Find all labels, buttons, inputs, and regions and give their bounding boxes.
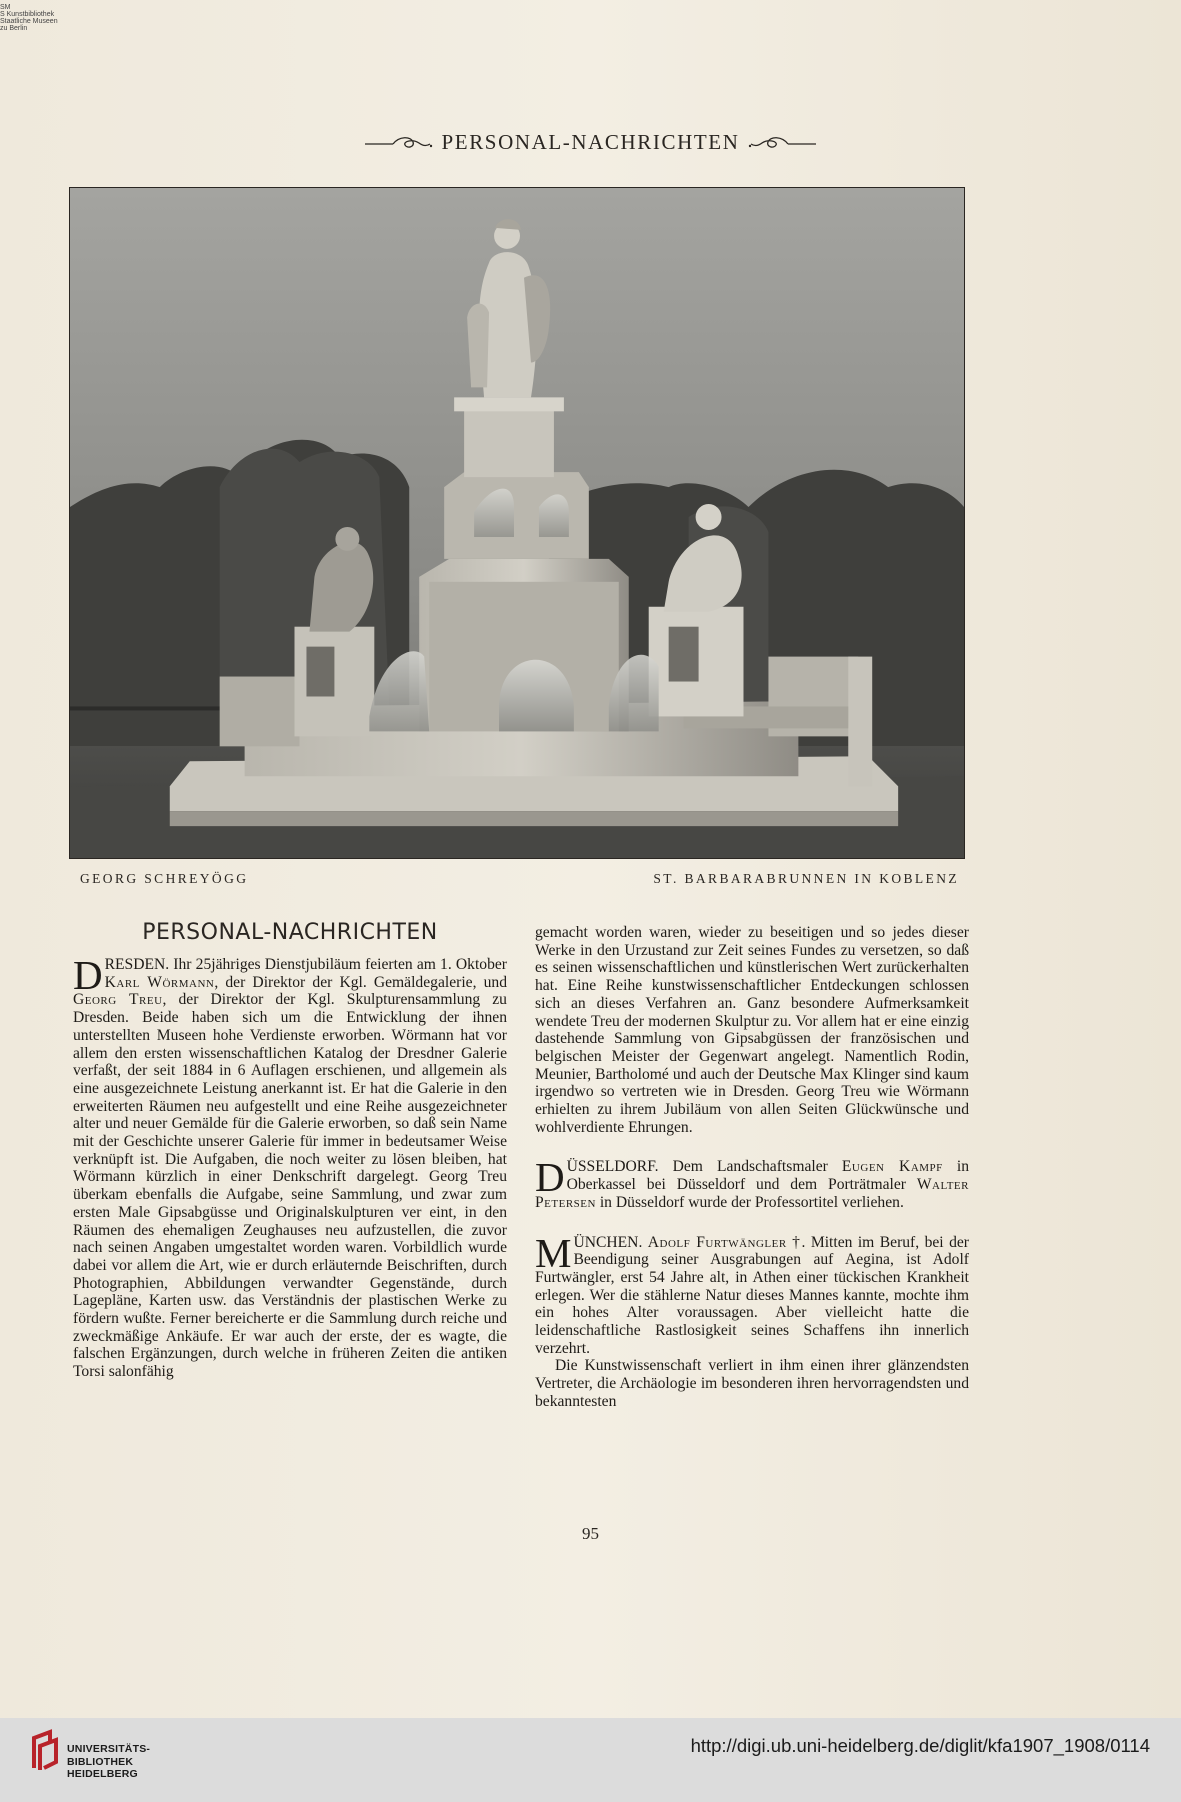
left-ornament-icon: [363, 134, 433, 152]
footer-bar: [0, 1718, 1181, 1802]
library-name-line: HEIDELBERG: [67, 1768, 138, 1780]
photo-caption-artist: GEORG SCHREYÖGG: [80, 871, 249, 886]
text-column-right: [535, 924, 969, 1411]
entry-muenchen: [535, 1229, 969, 1358]
entry-dresden: [73, 952, 507, 1381]
stamp-line: zu Berlin: [0, 25, 28, 32]
stamp-line: SM: [0, 4, 11, 11]
library-stamp: [0, 4, 58, 32]
entry-text: , der Direktor der Kgl. Gemäldegalerie, und: [214, 973, 507, 991]
entry-duesseldorf: [535, 1154, 970, 1211]
drop-cap: M: [535, 1229, 572, 1276]
entry-text: ÜSSELDORF. Dem Landschaftsmaler: [566, 1158, 842, 1176]
text-column-left: [73, 920, 507, 1381]
right-ornament-icon: [748, 134, 818, 152]
running-head-title: PERSONAL-NACHRICHTEN: [441, 130, 740, 154]
section-title: PERSONAL-NACHRICHTEN: [142, 920, 438, 945]
entry-text: RESDEN. Ihr 25jähriges Dienstjubiläum feierten am 1. Oktober: [104, 956, 507, 973]
photo-caption-title: ST. BARBARABRUNNEN IN KOBLENZ: [653, 871, 959, 886]
fountain-photograph: [69, 187, 965, 859]
library-logo-icon: [30, 1728, 62, 1774]
library-name-line: BIBLIOTHEK: [67, 1755, 134, 1768]
entry-text: in Oberkassel bei Düsseldorf und dem Porträtmaler: [566, 1158, 970, 1194]
person-name: Eugen Kampf: [841, 1158, 943, 1176]
person-name: Walter Petersen: [535, 1176, 969, 1211]
drop-cap: D: [535, 1154, 565, 1201]
entry-text: ÜNCHEN.: [573, 1233, 648, 1251]
stamp-line: Staatliche Museen: [0, 18, 58, 25]
person-name: Karl Wörmann: [104, 973, 215, 991]
entry-text: in Düsseldorf wurde der Professortitel verliehen.: [595, 1193, 904, 1211]
entry-muenchen-continued: Die Kunstwissenschaft verliert in ihm einen ihrer glänzendsten Vertreter, die Archäologie im besonderen ihren hervorragendsten und bekanntesten: [535, 1357, 969, 1410]
entry-dresden-continued: gemacht worden waren, wieder zu beseitigen und so jedes dieser Werke in den Urzustand zur Zeit seines Fundes zu versetzen, so daß es seinen wissenschaftlichen und künstlerischen Wert zurückerhalten hat. Eine Reihe kunstwissenschaftlicher Entdeckungen schlossen sich an dieses Verfahren an. Ganz besondere Aufmerksamkeit wendete Treu der modernen Skulptur zu. Vor allem hat er eine einzig dastehende Sammlung von Gipsabgüssen der französischen und belgischen Meister der Gegenwart angelegt. Namentlich Rodin, Meunier, Bartholomé und auch der Deutsche Max Klinger sind kaum irgendwo so vertreten wie in Dresden. Georg Treu wie Wörmann erhielten zu ihrem Jubiläum von allen Seiten Glückwünsche und wohlverdiente Ehrungen.: [535, 924, 969, 1136]
running-head: [0, 130, 1181, 155]
entry-text: †. Mitten im Beruf, bei der Beendigung seiner Ausgrabungen auf Aegina, ist Adolf Furtwängler, erst 54 Jahre alt, in Athen einer tückischen Krankheit erlegen. Wer die stählerne Natur dieses Mannes kannte, mochte ihm ein hohes Alter voraussagen. Aber vielleicht hatte die leidenschaftliche Rastlosigkeit seines Schaffens ihn innerlich verzehrt.: [535, 1233, 969, 1357]
source-url: http://digi.ub.uni-heidelberg.de/diglit/kfa1907_1908/0114: [690, 1735, 1150, 1756]
stamp-line: S Kunstbibliothek: [0, 11, 55, 18]
library-name-line: UNIVERSITÄTS-: [67, 1743, 151, 1755]
page-number: 95: [582, 1524, 599, 1543]
drop-cap: D: [73, 952, 103, 998]
library-name: [67, 1743, 150, 1781]
entry-text: , der Direktor der Kgl. Skulpturensammlung zu Dresden. Beide haben sich um die Entwicklung der ihnen unterstellten Museen hohe Verdienste erworben. Wörmann hat vor allem den ersten wissenschaftlichen Katalog der Dresdner Galerie verfaßt, der seit 1884 in 6 Auflagen erschienen, und allgemein als eine ausgezeichnete Leistung anerkannt ist. Er hat die Galerie in den erweiterten Räumen neu aufgestellt und eine Reihe ausgezeichneter alter und neuer Gemälde für die Galerie erworben, so daß sein Name mit der Geschichte unserer Galerie für immer in bedeutsamer Weise verknüpft ist. Die Aufgaben, die noch weiter zu lösen bleiben, hat Wörmann kürzlich in einer Denkschrift dargelegt. Georg Treu überkam ebenfalls die Aufgabe, seine Sammlung, und zwar zum ersten Male Gipsabgüsse und Originalskulpturen ver eint, in den Räumen des ehemaligen Zeughauses neu aufzustellen, die zuvor nach seinen Angaben umgestaltet worden waren. Vorbildlich wurde dabei vor allem die Art, wie er durch erläuternde Beischriften, durch Photographien, Abbildungen verwandter Gegenstände, durch Lagepläne, Karten usw. das Verständnis der plastischen Werke zu fördern wußte. Ferner bereicherte er die Sammlung durch reiche und zweckmäßige Ankäufe. Er war auch der erste, der es wagte, die falschen Ergänzungen, durch welche in früheren Zeiten die antiken Torsi salonfähig: [73, 991, 507, 1381]
person-name: Adolf Furtwängler: [647, 1233, 787, 1251]
person-name: Georg Treu: [73, 991, 163, 1009]
